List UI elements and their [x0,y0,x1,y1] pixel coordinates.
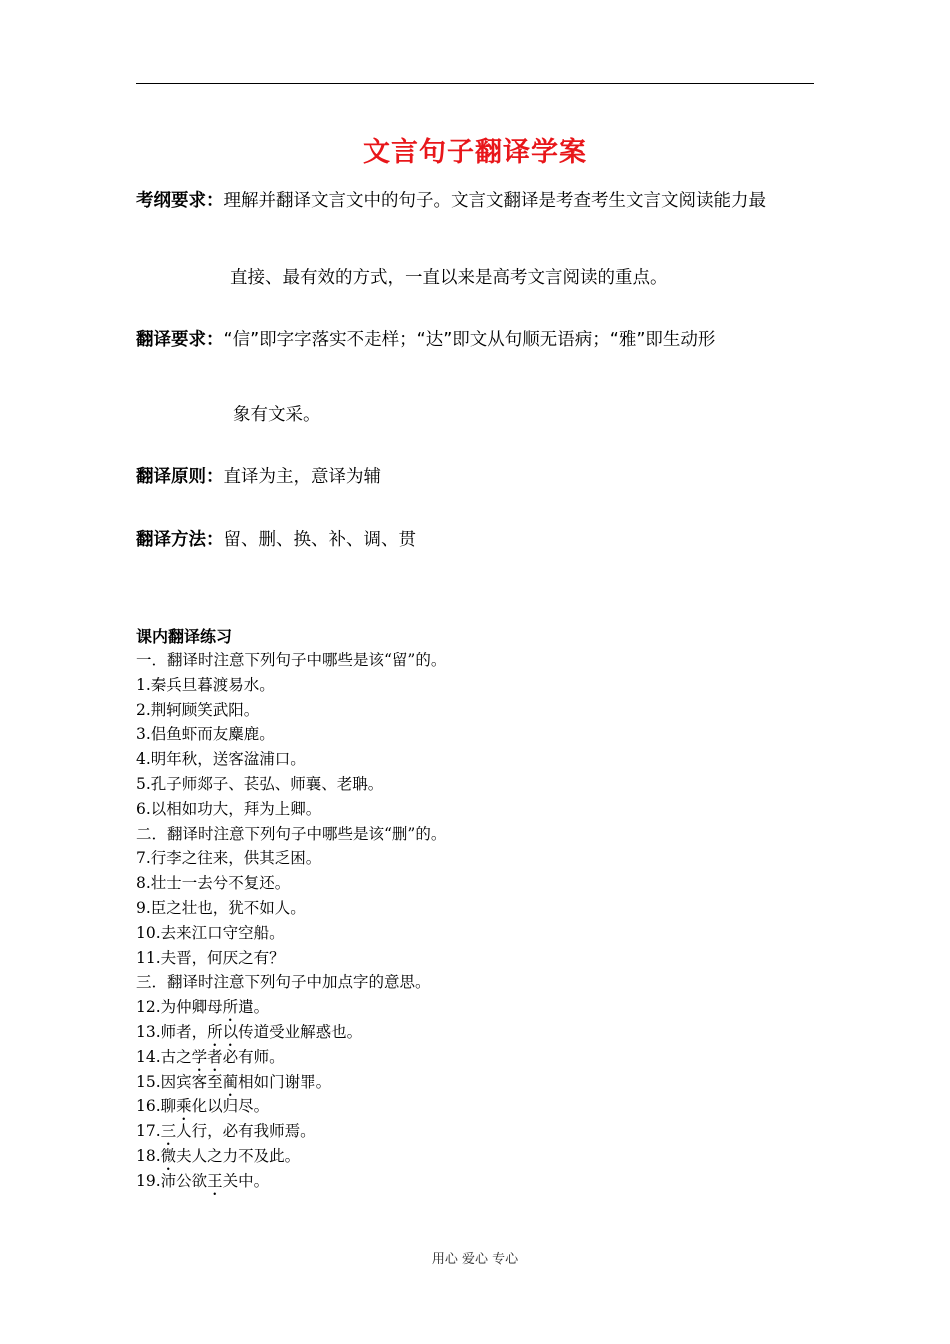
item-text: 19.沛公欲 [136,1171,208,1190]
list-item [136,995,446,1020]
list-item: 7.行李之往来，供其乏困。 [136,849,322,868]
list-item: 1.秦兵旦暮渡易水。 [136,675,275,694]
list-item: 9.臣之壮也，犹不如人。 [136,898,306,917]
list-item: 三．翻译时注意下列句子中加点字的意思。 [136,973,431,992]
list-item [136,1045,446,1070]
requirement-syllabus [136,187,766,212]
item-text: 17. [136,1122,161,1141]
list-item [136,1119,446,1144]
item-text: 14.古之 [136,1047,192,1066]
item-text: 人行，必有我师焉。 [176,1122,316,1141]
requirement-label: 翻译原则： [136,467,224,487]
list-item: 二．翻译时注意下列句子中哪些是该“删”的。 [136,824,447,843]
item-text: 夫人之力不及此。 [176,1146,301,1165]
requirement-translation-continued: 象有文采。 [233,405,321,425]
list-item: 一．翻译时注意下列句子中哪些是该“留”的。 [136,651,447,669]
list-item: 11.夫晋，何厌之有？ [136,948,285,967]
item-text: 12.为仲卿母 [136,998,223,1017]
requirement-text: “信”即字字落实不走样；“达”即文从句顺无语病；“雅”即生动形 [223,330,716,350]
item-text: 相如门谢罪。 [238,1072,332,1091]
list-item: 10.去来江口守空船。 [136,923,285,942]
page-title: 文言句子翻译学案 [363,137,587,168]
list-item [136,1094,446,1119]
dotted-word: 微 [160,1146,177,1165]
list-item [136,1070,446,1095]
requirement-label: 翻译要求： [136,330,224,350]
dotted-word: 蔺 [222,1072,239,1091]
dotted-word: 三 [160,1122,177,1141]
dotted-word: 所 [222,998,239,1017]
page-footer: 用心 爱心 专心 [431,1252,519,1267]
requirement-method [136,526,416,551]
item-text: 15.因宾客至 [136,1072,223,1091]
item-text: 18. [136,1146,161,1165]
item-text: 遣。 [238,998,270,1017]
item-text: 16.聊 [136,1097,177,1116]
list-item [136,1144,446,1169]
dotted-word: 所以 [207,1022,239,1041]
requirement-label: 考纲要求： [136,191,224,211]
list-item: 6.以相如功大，拜为上卿。 [136,799,322,818]
item-text: 化以归尽。 [191,1097,270,1116]
list-item: 4.明年秋，送客湓浦口。 [136,750,306,769]
requirement-text: 直译为主，意译为辅 [223,467,381,487]
list-item [136,1169,446,1194]
item-text: 传道受业解惑也。 [238,1022,363,1041]
header-rule [136,83,814,84]
dotted-word: 学者 [191,1047,223,1066]
item-text: 必有师。 [222,1047,285,1066]
requirement-principle [136,463,381,488]
requirement-label: 翻译方法： [136,530,224,550]
requirement-text: 理解并翻译文言文中的句子。文言文翻译是考查考生文言文阅读能力最 [223,191,766,211]
practice-heading: 课内翻译练习 [136,627,233,646]
list-item: 3.侣鱼虾而友麋鹿。 [136,725,275,744]
requirement-translation [136,326,715,351]
requirement-text: 留、删、换、补、调、贯 [223,530,416,550]
list-item: 2.荆轲顾笑武阳。 [136,700,260,719]
list-item [136,1020,446,1045]
list-item: 8.壮士一去兮不复还。 [136,874,291,893]
practice-list [136,648,446,1194]
list-item: 5.孔子师郯子、苌弘、师襄、老聃。 [136,774,384,793]
dotted-word: 王 [207,1171,223,1190]
item-text: 13.师者， [136,1022,208,1041]
requirement-syllabus-continued: 直接、最有效的方式，一直以来是高考文言阅读的重点。 [230,268,668,288]
dotted-word: 乘 [176,1097,192,1116]
item-text: 关中。 [222,1171,270,1190]
